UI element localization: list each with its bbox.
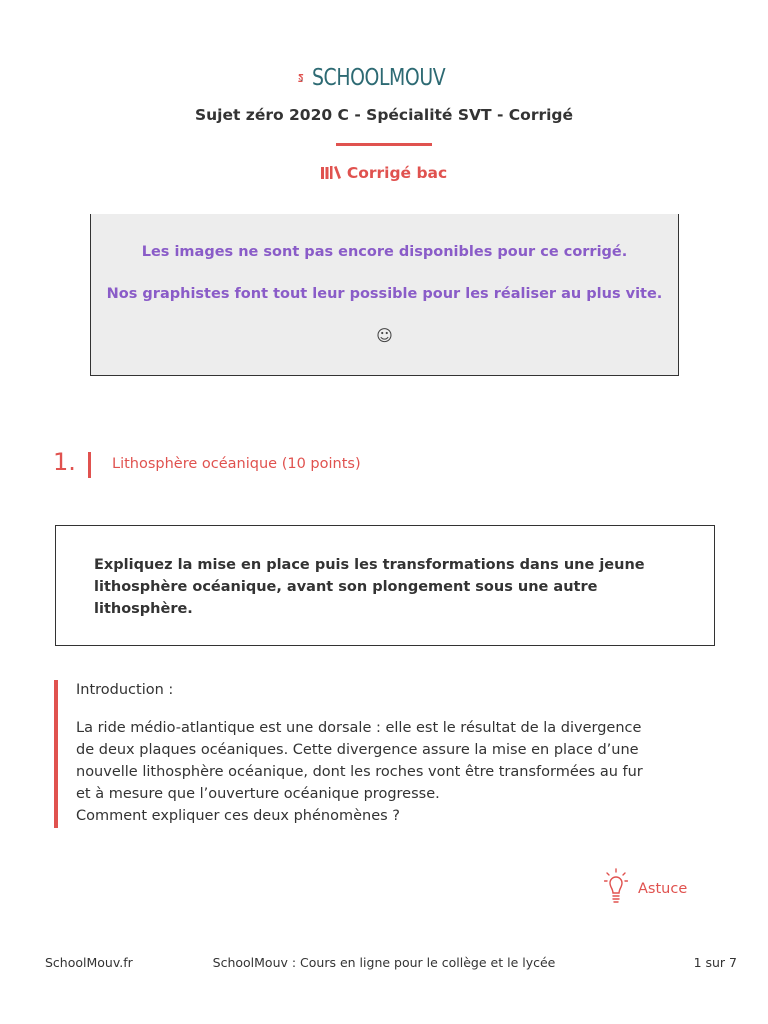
brand-name: SCHOOLMOUV <box>311 65 445 91</box>
section-divider <box>88 452 91 478</box>
question-line: lithosphère. <box>94 601 193 617</box>
question-line: Expliquez la mise en place puis les transformations dans une jeune <box>94 557 645 573</box>
paragraph-line: et à mesure que l’ouverture océanique progresse. <box>76 786 440 802</box>
section-number: 1. <box>53 448 76 476</box>
lightbulb-icon <box>604 868 628 906</box>
notice-line-1: Les images ne sont pas encore disponibles pour ce corrigé. <box>141 244 628 260</box>
introduction-paragraph <box>76 717 736 827</box>
paragraph-line: nouvelle lithosphère océanique, dont les roches vont être transformées au fur <box>76 764 643 780</box>
document-title: Sujet zéro 2020 C - Spécialité SVT - Corrigé <box>194 106 574 124</box>
smiley-icon: ☺ <box>376 326 393 345</box>
footer-site: SchoolMouv.fr <box>45 955 133 970</box>
schoolmouv-logo <box>298 52 474 104</box>
footer-tagline: SchoolMouv : Cours en ligne pour le collège et le lycée <box>212 955 556 970</box>
astuce-tip[interactable] <box>604 868 687 906</box>
introduction-accent-bar <box>54 680 58 828</box>
title-underline <box>336 143 432 146</box>
page-number: 1 sur 7 <box>693 955 737 970</box>
notice-line-2: Nos graphistes font tout leur possible pour les réaliser au plus vite. <box>106 286 663 302</box>
question-box <box>55 525 715 646</box>
paragraph-line: La ride médio-atlantique est une dorsale : elle est le résultat de la divergence <box>76 720 642 736</box>
books-icon <box>321 165 341 183</box>
category-label <box>0 164 768 183</box>
astuce-label: Astuce <box>638 881 688 897</box>
paragraph-line: de deux plaques océaniques. Cette divergence assure la mise en place d’une <box>76 742 639 758</box>
introduction-label: Introduction : <box>76 682 174 698</box>
category-text: Corrigé bac <box>346 164 448 182</box>
paragraph-line: Comment expliquer ces deux phénomènes ? <box>76 808 400 824</box>
images-unavailable-notice <box>90 214 679 376</box>
section-title: Lithosphère océanique (10 points) <box>112 456 361 472</box>
schoolmouv-s-icon <box>298 53 304 103</box>
question-line: lithosphère océanique, avant son plongement sous une autre <box>94 579 598 595</box>
